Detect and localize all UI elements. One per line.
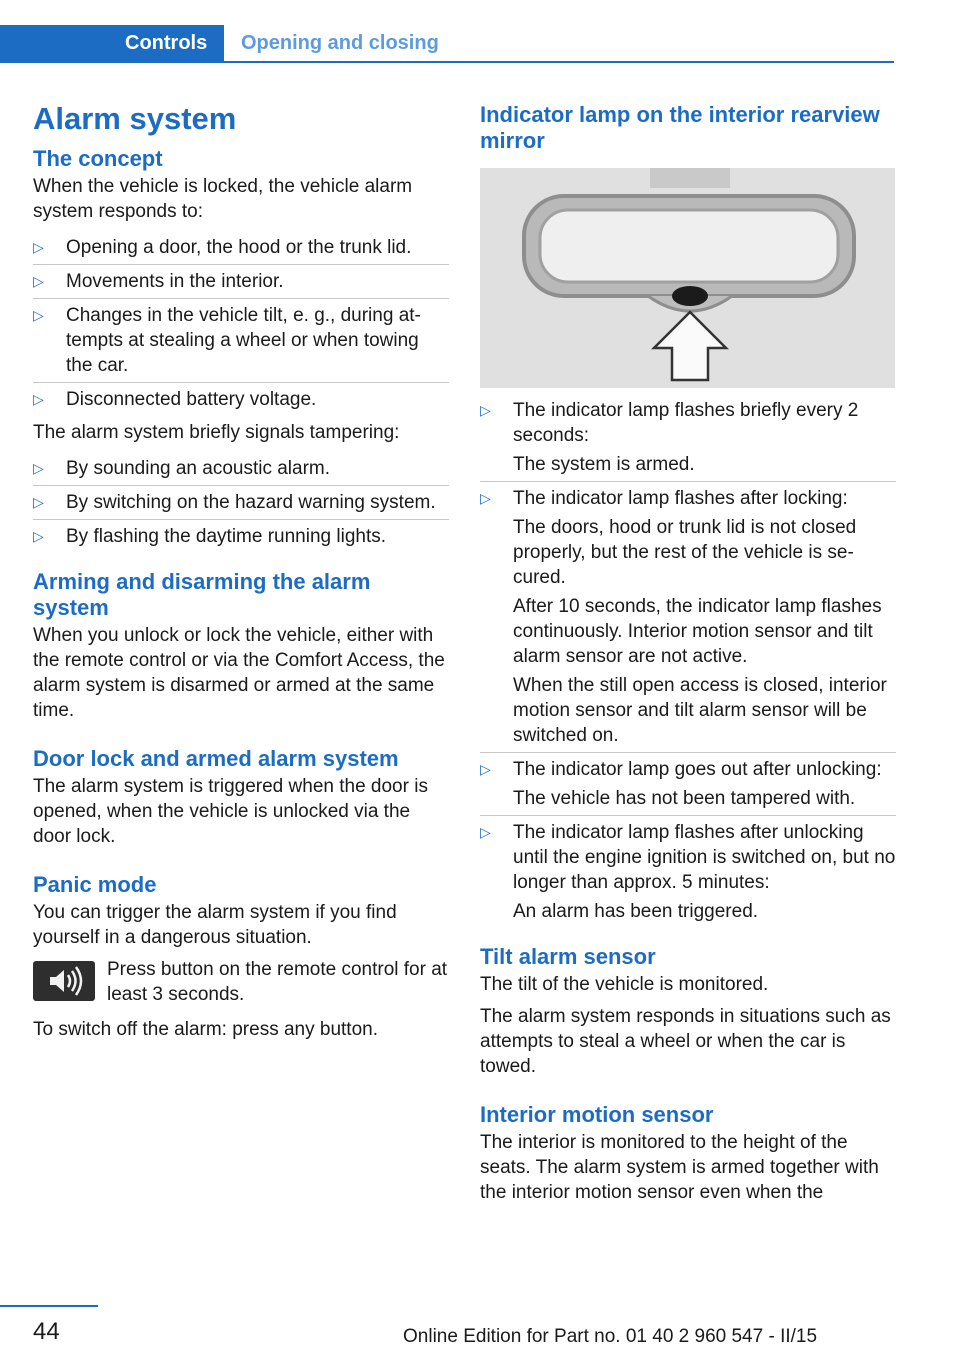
footer-rule <box>0 1305 98 1307</box>
list-item: ▷ By sounding an acoustic alarm. <box>33 452 449 486</box>
list-item-detail: The system is armed. <box>513 454 695 475</box>
concept-list <box>33 231 449 416</box>
list-item: ▷ By switching on the hazard warning system. <box>33 486 449 520</box>
triangle-bullet-icon: ▷ <box>33 307 44 323</box>
indicator-list <box>480 394 896 928</box>
panic-off-text: To switch off the alarm: press any button. <box>33 1019 378 1040</box>
triangle-bullet-icon: ▷ <box>33 494 44 510</box>
triangle-bullet-icon: ▷ <box>33 239 44 255</box>
list-item-detail: An alarm has been triggered. <box>513 901 759 922</box>
list-item-detail: When the still open access is closed, interior motion sensor and tilt alarm sensor will be switched on. <box>513 675 887 746</box>
rearview-mirror-image <box>480 168 895 388</box>
triangle-bullet-icon: ▷ <box>33 391 44 407</box>
list-item-detail: The vehicle has not been tampered with. <box>513 788 856 809</box>
edition-note: Online Edition for Part no. 01 40 2 960 547 - II/15 <box>403 1326 818 1347</box>
tilt-text-1: The tilt of the vehicle is monitored. <box>480 974 769 995</box>
triangle-bullet-icon: ▷ <box>480 402 491 418</box>
panic-heading: Panic mode <box>33 872 157 897</box>
page-title: Alarm system <box>33 101 237 136</box>
triangle-bullet-icon: ▷ <box>480 824 491 840</box>
tilt-heading: Tilt alarm sensor <box>480 944 656 969</box>
doorlock-text: The alarm system is triggered when the door is opened, when the vehicle is unlocked via the door lock. <box>33 776 428 847</box>
section-header <box>0 25 894 63</box>
doorlock-heading: Door lock and armed alarm system <box>33 746 399 771</box>
signals-list <box>33 452 449 553</box>
triangle-bullet-icon: ▷ <box>33 528 44 544</box>
triangle-bullet-icon: ▷ <box>33 273 44 289</box>
page-number: 44 <box>33 1318 60 1345</box>
list-item: ▷ Opening a door, the hood or the trunk lid. <box>33 231 449 265</box>
left-column <box>33 100 449 1049</box>
list-item-detail: The doors, hood or trunk lid is not closed properly, but the rest of the vehicle is secured. <box>513 517 857 588</box>
list-item: ▷ Movements in the interior. <box>33 265 449 299</box>
section-tab-controls: Controls <box>0 25 224 61</box>
motion-text: The interior is monitored to the height of the seats. The alarm system is armed together with the interior motion sensor even when the <box>480 1132 879 1203</box>
section-tab-opening-closing: Opening and closing <box>241 32 439 54</box>
motion-heading: Interior motion sensor <box>480 1102 714 1127</box>
triangle-bullet-icon: ▷ <box>480 490 491 506</box>
list-item-detail: After 10 seconds, the indicator lamp flashes continuously. Interior motion sensor and tilt alarm sensor are not active. <box>513 596 882 667</box>
list-item: ▷ Disconnected battery voltage. <box>33 389 317 410</box>
concept-text: When the vehicle is locked, the vehicle alarm system responds to: <box>33 176 413 222</box>
panic-button-text: Press button on the remote control for at least 3 seconds. <box>107 959 448 1005</box>
panic-text: You can trigger the alarm system if you find yourself in a dangerous situation. <box>33 902 397 948</box>
panic-button-row <box>33 957 449 1007</box>
list-item: ▷ Changes in the vehicle tilt, e. g., during attempts at stealing a wheel or when towing the car. <box>33 299 449 383</box>
signals-text: The alarm system briefly signals tampering: <box>33 422 400 443</box>
list-item: ▷ By flashing the daytime running lights. <box>33 526 387 547</box>
concept-heading: The concept <box>33 146 163 171</box>
list-item: ▷ The indicator lamp flashes after unlocking until the engine ignition is switched on, but no longer than approx. 5 minutes: An alarm has been triggered. <box>480 822 896 922</box>
arming-text: When you unlock or lock the vehicle, either with the remote control or via the Comfort Access, the alarm system is disarmed or armed at the same time. <box>33 625 445 721</box>
list-item: ▷ The indicator lamp goes out after unlocking: The vehicle has not been tampered with. <box>480 753 896 816</box>
tilt-text-2: The alarm system responds in situations such as attempts to steal a wheel or when the car is towed. <box>480 1006 891 1077</box>
triangle-bullet-icon: ▷ <box>480 761 491 777</box>
list-item: ▷ The indicator lamp flashes after locking: The doors, hood or trunk lid is not closed properly, but the rest of the vehicle is secured. After 10 seconds, the indicator lamp flashes continuously. Interior motion sensor and tilt alarm sensor are not active. When the still open access is closed, interior motion sensor and tilt alarm sensor will be switched on. <box>480 482 896 753</box>
list-item: ▷ The indicator lamp flashes briefly every 2 seconds: The system is armed. <box>480 394 896 482</box>
triangle-bullet-icon: ▷ <box>33 460 44 476</box>
right-column <box>480 102 896 1212</box>
arming-heading: Arming and disarming the alarm system <box>33 569 371 620</box>
speaker-button-icon <box>33 961 95 1001</box>
indicator-heading: Indicator lamp on the interior rearview mirror <box>480 102 880 153</box>
